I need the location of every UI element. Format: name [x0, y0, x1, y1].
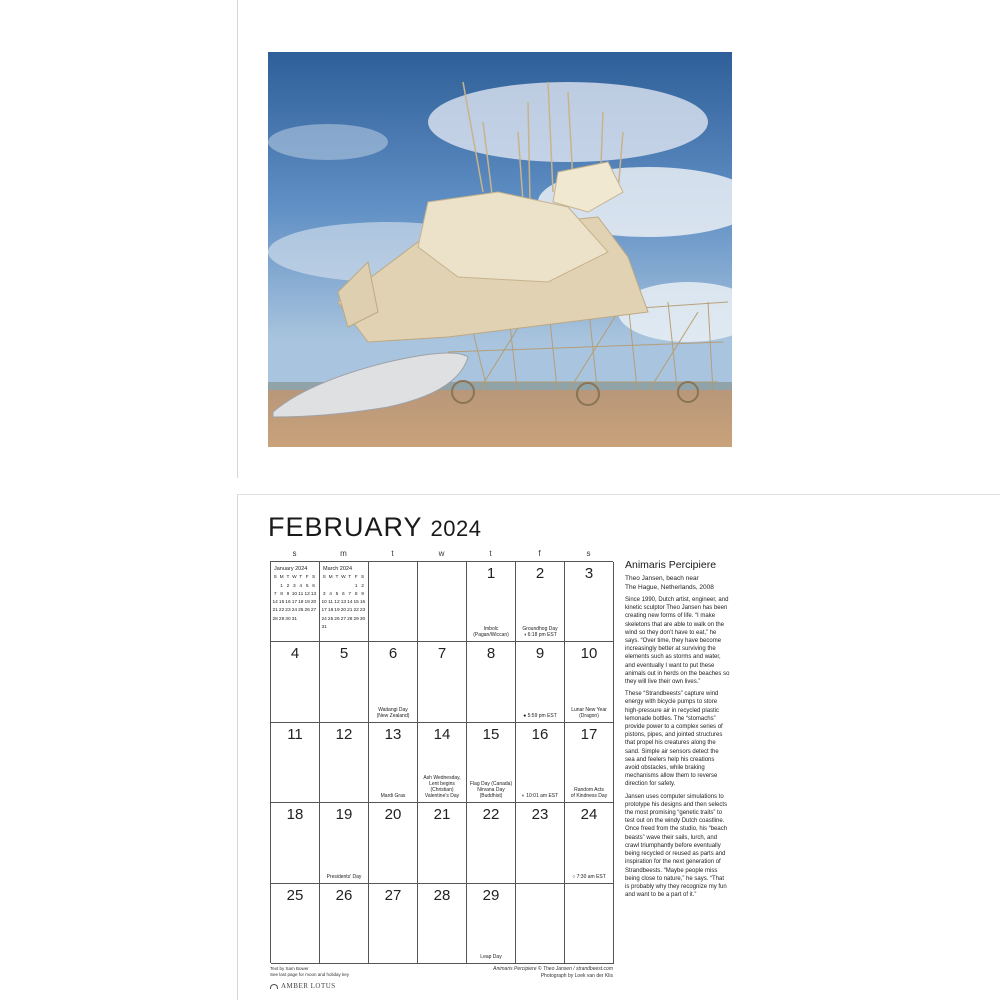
mini-day: 30 — [285, 616, 291, 622]
mini-day: 17 — [321, 608, 327, 614]
mini-day: 24 — [321, 616, 327, 622]
day-cell — [418, 723, 467, 803]
mini-day: 8 — [280, 591, 283, 597]
day-cell — [320, 642, 369, 722]
day-event: ○ 7:30 am EST — [572, 873, 606, 880]
mini-calendar-table — [321, 574, 366, 632]
mini-day: 7 — [273, 591, 277, 597]
day-number: 14 — [433, 725, 451, 743]
mini-day: 1 — [354, 583, 358, 589]
mini-day: 29 — [353, 616, 359, 622]
mini-day — [359, 624, 365, 632]
day-number: 22 — [482, 806, 500, 824]
mini-weekday: T — [286, 575, 290, 581]
day-number: 7 — [437, 645, 447, 663]
day-number: 26 — [335, 886, 353, 904]
day-number: 3 — [584, 565, 594, 582]
day-cell — [369, 884, 418, 964]
day-number: 21 — [433, 806, 451, 824]
mini-day: 20 — [310, 600, 317, 606]
artwork-subtitle-line2: The Hague, Netherlands, 2008 — [625, 583, 714, 591]
day-cell — [516, 884, 565, 964]
mini-calendar-title: March 2024 — [323, 566, 353, 572]
day-cell — [369, 803, 418, 883]
photo-description — [625, 559, 730, 903]
day-number: 15 — [482, 725, 500, 743]
mini-day: 13 — [340, 600, 347, 606]
artwork-subtitle — [625, 575, 730, 592]
day-event: Imbolc (Pagan/Wiccan) — [473, 626, 509, 639]
day-event: Groundhog Day ◑ 6:18 pm EST — [522, 626, 558, 639]
mini-day: 15 — [278, 600, 285, 606]
mini-day: 25 — [327, 616, 334, 622]
mini-calendar-table — [272, 574, 317, 624]
text-by: Text by Sam Bower — [270, 966, 309, 971]
mini-day: 27 — [340, 616, 347, 622]
mini-day: 8 — [354, 591, 358, 597]
mini-day: 28 — [347, 616, 353, 622]
mini-weekday: S — [311, 575, 316, 581]
mini-weekday: F — [354, 575, 358, 581]
day-number: 17 — [580, 725, 598, 743]
mini-day: 3 — [293, 583, 296, 589]
publisher-logo — [270, 982, 336, 990]
mini-day: 2 — [361, 583, 364, 589]
day-number: 13 — [384, 725, 402, 743]
mini-day: 25 — [298, 608, 304, 614]
day-event: Lunar New Year (Dragon) — [571, 706, 607, 719]
mini-day: 9 — [286, 591, 290, 597]
day-event: ● 5:59 pm EST — [523, 712, 557, 719]
day-event: Mardi Gras — [380, 793, 406, 800]
mini-weekday: M — [279, 575, 284, 581]
mini-weekday: S — [273, 575, 277, 581]
day-number: 10 — [580, 645, 598, 663]
day-cell — [565, 884, 614, 964]
day-cell — [467, 884, 516, 964]
mini-day: 12 — [304, 591, 310, 597]
day-cell — [565, 723, 614, 803]
see-last-page-note: See last page for moon and holiday key — [270, 971, 350, 977]
mini-day: 21 — [347, 608, 353, 614]
day-cell — [467, 803, 516, 883]
day-number: 4 — [290, 645, 300, 663]
mini-day: 17 — [291, 600, 298, 606]
day-cell — [271, 642, 320, 722]
day-number: 19 — [335, 806, 353, 824]
day-event: Presidents' Day — [326, 873, 362, 880]
description-paragraph: Jansen uses computer simulations to prototype his designs and then selects the most promising “genetic traits” to test out on the windy Dutch coastline. Once freed from the studio, his “beach beasts” wave their sails, lurch, and crawl triumphantly before eventually being recycled or reused as parts and inspiration for the next generation of Strandbeests. “Maybe people miss being close to nature,” he says. “That is probably why they recognize my fun and want to be a part of it.” — [625, 793, 728, 899]
day-cell — [467, 642, 516, 722]
strandbeest-illustration — [268, 52, 732, 447]
mini-weekday: F — [305, 575, 309, 581]
mini-calendar-january — [272, 565, 317, 624]
mini-calendar-title: January 2024 — [274, 566, 308, 572]
weekday-label: s — [586, 549, 591, 558]
mini-day: 23 — [285, 608, 291, 614]
day-number: 2 — [535, 565, 545, 582]
artwork-title: Animaris Percipiere — [625, 559, 717, 571]
month-name: FEBRUARY — [268, 512, 423, 542]
day-cell — [271, 723, 320, 803]
artwork-subtitle-line1: Theo Jansen, beach near — [625, 575, 699, 582]
mini-weekday: W — [292, 575, 297, 581]
day-event: Random Acts of Kindness Day — [570, 787, 608, 800]
photo-credit — [470, 966, 613, 979]
day-number: 5 — [339, 645, 349, 663]
mini-day: 1 — [280, 583, 283, 589]
day-cell — [565, 803, 614, 883]
day-cell — [369, 642, 418, 722]
mini-weekday: T — [299, 575, 303, 581]
footer-credits — [270, 966, 349, 977]
day-number: 8 — [486, 645, 496, 663]
day-number: 25 — [286, 886, 304, 904]
month-title — [268, 512, 482, 543]
day-number: 11 — [287, 725, 303, 743]
day-cell — [467, 562, 516, 642]
day-number: 9 — [535, 645, 545, 663]
day-cell — [467, 723, 516, 803]
mini-day: 31 — [291, 616, 298, 622]
weekday-label: m — [340, 549, 347, 558]
lotus-icon — [270, 984, 278, 989]
weekday-label: t — [391, 549, 394, 558]
mini-day: 12 — [334, 600, 340, 606]
mini-day: 5 — [335, 591, 339, 597]
mini-day: 30 — [359, 616, 366, 622]
mini-day: 20 — [340, 608, 347, 614]
weekday-label: w — [438, 549, 445, 558]
mini-day: 15 — [353, 600, 359, 606]
photo-credit-line1: Animaris Percipiere © Theo Jansen / strandbeest.com — [493, 966, 613, 972]
day-cell — [271, 803, 320, 883]
day-number: 1 — [486, 565, 496, 582]
strandbeest-photo — [268, 52, 732, 447]
weekday-label: s — [292, 549, 297, 558]
day-number: 24 — [580, 806, 598, 824]
day-event: Ash Wednesday, Lent begins (Christian) Valentine's Day — [423, 775, 461, 800]
day-number: 29 — [482, 886, 500, 904]
mini-weekday: M — [328, 575, 333, 581]
day-cell — [418, 884, 467, 964]
mini-day: 6 — [342, 591, 345, 597]
mini-day: 31 — [321, 625, 327, 631]
day-cell — [320, 803, 369, 883]
day-cell — [418, 642, 467, 722]
mini-day: 2 — [286, 583, 290, 589]
mini-day: 19 — [304, 600, 310, 606]
day-number: 12 — [335, 725, 353, 743]
mini-day: 9 — [361, 591, 364, 597]
mini-day: 26 — [334, 616, 340, 622]
description-paragraph: Since 1990, Dutch artist, engineer, and kinetic sculptor Theo Jansen has been creating new forms of life. “I make skeletons that are able to walk on the wind so they don’t have to eat,” he says. “Over time, they have become increasingly better at surviving the elements such as storms and water, and eventually I want to put these animals out in herds on the beaches so they will live their own lives.” — [625, 597, 730, 686]
mini-day: 19 — [334, 608, 340, 614]
weekday-label: f — [538, 549, 541, 558]
day-number: 18 — [286, 806, 304, 824]
mini-day: 4 — [329, 591, 332, 597]
weekday-label: t — [489, 549, 492, 558]
day-number: 28 — [433, 886, 451, 904]
day-cell — [516, 642, 565, 722]
mini-weekday: W — [341, 575, 346, 581]
mini-weekday: S — [360, 575, 365, 581]
mini-day: 14 — [272, 600, 278, 606]
day-number: 6 — [388, 645, 398, 663]
day-cell — [271, 884, 320, 964]
mini-day: 28 — [272, 616, 278, 622]
mini-weekday: S — [322, 575, 326, 581]
day-cell — [418, 803, 467, 883]
mini-day: 11 — [298, 591, 304, 597]
day-cell — [418, 562, 467, 642]
mini-day — [310, 616, 316, 624]
day-cell — [565, 562, 614, 642]
mini-calendar-march — [321, 565, 366, 632]
mini-day: 16 — [285, 600, 291, 606]
mini-day: 29 — [278, 616, 285, 622]
mini-day: 23 — [359, 608, 366, 614]
day-cell — [516, 723, 565, 803]
mini-day: 22 — [278, 608, 285, 614]
mini-day: 7 — [348, 591, 352, 597]
mini-day: 10 — [321, 600, 327, 606]
mini-day: 3 — [322, 591, 326, 597]
mini-day: 18 — [327, 608, 334, 614]
mini-day: 11 — [328, 600, 334, 606]
day-cell — [565, 642, 614, 722]
photo-credit-line2: Photograph by Loek van der Klis — [540, 972, 613, 979]
mini-day: 5 — [305, 583, 309, 589]
day-number: 16 — [531, 725, 549, 743]
mini-weekday: T — [348, 575, 352, 581]
month-year: 2024 — [430, 516, 482, 541]
mini-weekday: T — [335, 575, 339, 581]
mini-day: 22 — [353, 608, 359, 614]
weekday-header — [270, 549, 613, 561]
mini-day: 14 — [347, 600, 353, 606]
day-event: Flag Day (Canada) Nirvana Day (Buddhist) — [469, 781, 513, 800]
mini-day: 16 — [359, 600, 366, 606]
day-cell — [369, 562, 418, 642]
day-event: Waitangi Day (New Zealand) — [376, 706, 410, 719]
day-number: 20 — [384, 806, 402, 824]
mini-day: 26 — [304, 608, 310, 614]
mini-day: 18 — [298, 600, 304, 606]
day-cell — [320, 884, 369, 964]
mini-day: 10 — [291, 591, 298, 597]
day-event: Leap Day — [480, 953, 502, 960]
mini-day: 6 — [312, 583, 315, 589]
day-number: 23 — [531, 806, 549, 824]
day-number: 27 — [384, 886, 402, 904]
day-cell — [369, 723, 418, 803]
description-paragraph: These “Strandbeests” capture wind energy with bicycle pumps to store high-pressure air in recycled plastic lemonade bottles. The “stomachs” provide power to a complex series of pistons, pipes, and jointed structures that propel his creatures along the sand. Simple air sensors detect the sea and feelers help his creations avoid obstacles, while braking mechanisms allow them to reverse direction for safety. — [625, 691, 723, 788]
day-event: ◐ 10:01 am EST — [521, 793, 559, 800]
mini-day: 13 — [310, 591, 317, 597]
day-cell — [320, 723, 369, 803]
day-cell — [516, 562, 565, 642]
publisher-name: AMBER LOTUS — [281, 982, 336, 990]
mini-day: 24 — [291, 608, 298, 614]
mini-day: 27 — [310, 608, 317, 614]
mini-day: 21 — [272, 608, 278, 614]
mini-day: 4 — [299, 583, 303, 589]
day-cell — [516, 803, 565, 883]
